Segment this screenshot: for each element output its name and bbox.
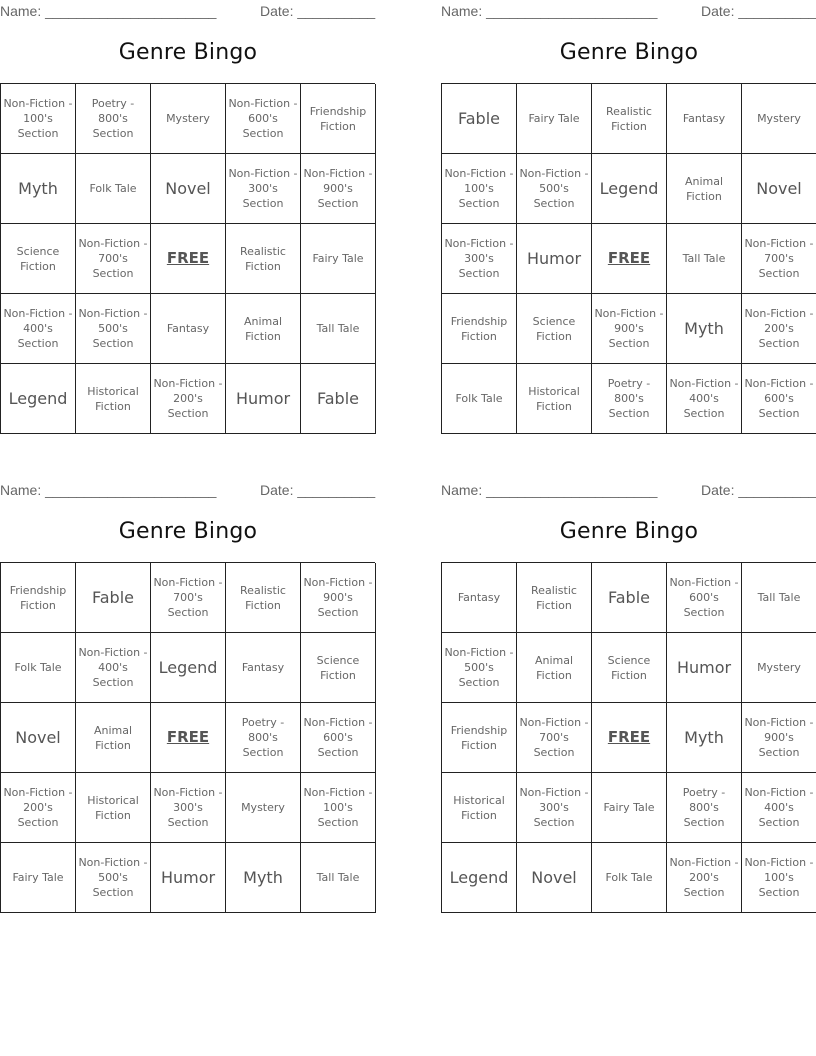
card-title: Genre Bingo	[118, 40, 258, 65]
bingo-cell[interactable]: Fairy Tale	[1, 843, 76, 913]
bingo-cell[interactable]: Non-Fiction - 700's Section	[742, 224, 816, 294]
bingo-cell[interactable]: Mystery	[151, 84, 226, 154]
bingo-cell[interactable]: Novel	[1, 703, 76, 773]
bingo-cell[interactable]: Fairy Tale	[592, 773, 667, 843]
bingo-cell[interactable]: Non-Fiction - 300's Section	[226, 154, 301, 224]
bingo-cell[interactable]: Animal Fiction	[226, 294, 301, 364]
bingo-cell[interactable]: Non-Fiction - 300's Section	[151, 773, 226, 843]
bingo-cell[interactable]: Non-Fiction - 400's Section	[742, 773, 816, 843]
bingo-cell[interactable]: Science Fiction	[517, 294, 592, 364]
bingo-cell[interactable]: Legend	[592, 154, 667, 224]
date-field[interactable]: Date: __________	[701, 3, 816, 19]
bingo-cell[interactable]: Non-Fiction - 400's Section	[667, 364, 742, 434]
bingo-cell[interactable]: Non-Fiction - 700's Section	[517, 703, 592, 773]
bingo-cell[interactable]: Non-Fiction - 900's Section	[301, 154, 376, 224]
bingo-cell[interactable]: Myth	[226, 843, 301, 913]
bingo-cell[interactable]: Non-Fiction - 200's Section	[151, 364, 226, 434]
bingo-cell[interactable]: Novel	[742, 154, 816, 224]
free-space-cell[interactable]: FREE	[592, 703, 667, 773]
bingo-cell[interactable]: Non-Fiction - 500's Section	[76, 843, 151, 913]
bingo-cell[interactable]: Historical Fiction	[76, 364, 151, 434]
bingo-grid	[0, 83, 375, 434]
free-space-cell[interactable]: FREE	[151, 703, 226, 773]
bingo-cell[interactable]: Historical Fiction	[76, 773, 151, 843]
bingo-cell[interactable]: Mystery	[742, 633, 816, 703]
bingo-card-2	[441, 0, 816, 440]
bingo-cell[interactable]: Non-Fiction - 900's Section	[592, 294, 667, 364]
bingo-grid	[441, 83, 816, 434]
free-space-cell[interactable]: FREE	[592, 224, 667, 294]
bingo-cell[interactable]: Fairy Tale	[301, 224, 376, 294]
bingo-cell[interactable]: Friendship Fiction	[442, 703, 517, 773]
card-title: Genre Bingo	[559, 40, 699, 65]
bingo-cell[interactable]: Historical Fiction	[442, 773, 517, 843]
bingo-cell[interactable]: Non-Fiction - 100's Section	[301, 773, 376, 843]
bingo-cell[interactable]: Tall Tale	[301, 294, 376, 364]
bingo-cell[interactable]: Myth	[667, 703, 742, 773]
bingo-cell[interactable]: Humor	[517, 224, 592, 294]
bingo-cell[interactable]: Mystery	[742, 84, 816, 154]
bingo-card-3	[0, 479, 376, 919]
bingo-cell[interactable]: Non-Fiction - 600's Section	[742, 364, 816, 434]
bingo-card-1	[0, 0, 376, 440]
bingo-cell[interactable]: Realistic Fiction	[226, 563, 301, 633]
bingo-cell[interactable]: Novel	[151, 154, 226, 224]
bingo-cell[interactable]: Non-Fiction - 200's Section	[1, 773, 76, 843]
bingo-cell[interactable]: Humor	[226, 364, 301, 434]
bingo-cell[interactable]: Tall Tale	[301, 843, 376, 913]
bingo-cell[interactable]: Realistic Fiction	[226, 224, 301, 294]
bingo-cell[interactable]: Folk Tale	[442, 364, 517, 434]
date-field[interactable]: Date: __________	[260, 482, 376, 498]
bingo-cell[interactable]: Science Fiction	[592, 633, 667, 703]
name-field[interactable]: Name: ______________________	[0, 482, 217, 498]
bingo-cell[interactable]: Poetry - 800's Section	[592, 364, 667, 434]
bingo-cell[interactable]: Poetry - 800's Section	[667, 773, 742, 843]
bingo-cell[interactable]: Animal Fiction	[667, 154, 742, 224]
bingo-cell[interactable]: Non-Fiction - 600's Section	[226, 84, 301, 154]
bingo-cell[interactable]: Fantasy	[667, 84, 742, 154]
bingo-cell[interactable]: Non-Fiction - 500's Section	[442, 633, 517, 703]
bingo-cell[interactable]: Tall Tale	[742, 563, 816, 633]
bingo-cell[interactable]: Legend	[1, 364, 76, 434]
bingo-cell[interactable]: Fantasy	[442, 563, 517, 633]
bingo-cell[interactable]: Fable	[442, 84, 517, 154]
bingo-cell[interactable]: Fantasy	[226, 633, 301, 703]
bingo-cell[interactable]: Non-Fiction - 400's Section	[76, 633, 151, 703]
bingo-cell[interactable]: Fairy Tale	[517, 84, 592, 154]
bingo-cell[interactable]: Friendship Fiction	[1, 563, 76, 633]
bingo-cell[interactable]: Historical Fiction	[517, 364, 592, 434]
bingo-cell[interactable]: Poetry - 800's Section	[226, 703, 301, 773]
bingo-cell[interactable]: Novel	[517, 843, 592, 913]
bingo-cell[interactable]: Animal Fiction	[517, 633, 592, 703]
bingo-cell[interactable]: Legend	[151, 633, 226, 703]
bingo-cell[interactable]: Non-Fiction - 100's Section	[1, 84, 76, 154]
bingo-cell[interactable]: Non-Fiction - 500's Section	[76, 294, 151, 364]
bingo-cell[interactable]: Humor	[667, 633, 742, 703]
bingo-cell[interactable]: Friendship Fiction	[301, 84, 376, 154]
bingo-cell[interactable]: Non-Fiction - 300's Section	[442, 224, 517, 294]
bingo-cell[interactable]: Fantasy	[151, 294, 226, 364]
bingo-cell[interactable]: Folk Tale	[592, 843, 667, 913]
free-space-cell[interactable]: FREE	[151, 224, 226, 294]
bingo-cell[interactable]: Poetry - 800's Section	[76, 84, 151, 154]
bingo-cell[interactable]: Realistic Fiction	[592, 84, 667, 154]
date-field[interactable]: Date: __________	[260, 3, 376, 19]
bingo-cell[interactable]: Non-Fiction - 700's Section	[76, 224, 151, 294]
card-title: Genre Bingo	[559, 519, 699, 544]
bingo-grid	[441, 562, 816, 913]
bingo-cell[interactable]: Non-Fiction - 300's Section	[517, 773, 592, 843]
bingo-cell[interactable]: Mystery	[226, 773, 301, 843]
bingo-cell[interactable]: Myth	[1, 154, 76, 224]
bingo-grid	[0, 562, 375, 913]
bingo-cell[interactable]: Science Fiction	[1, 224, 76, 294]
bingo-cell[interactable]: Science Fiction	[301, 633, 376, 703]
bingo-cell[interactable]: Realistic Fiction	[517, 563, 592, 633]
bingo-cell[interactable]: Non-Fiction - 600's Section	[667, 563, 742, 633]
bingo-cell[interactable]: Folk Tale	[76, 154, 151, 224]
bingo-cell[interactable]: Folk Tale	[1, 633, 76, 703]
bingo-cell[interactable]: Fable	[76, 563, 151, 633]
name-field[interactable]: Name: ______________________	[441, 482, 658, 498]
date-field[interactable]: Date: __________	[701, 482, 816, 498]
bingo-cell[interactable]: Non-Fiction - 100's Section	[742, 843, 816, 913]
bingo-cell[interactable]: Non-Fiction - 600's Section	[301, 703, 376, 773]
bingo-cell[interactable]: Legend	[442, 843, 517, 913]
bingo-card-4	[441, 479, 816, 919]
bingo-cell[interactable]: Non-Fiction - 900's Section	[742, 703, 816, 773]
bingo-cell[interactable]: Fable	[592, 563, 667, 633]
bingo-cell[interactable]: Non-Fiction - 400's Section	[1, 294, 76, 364]
bingo-cell[interactable]: Tall Tale	[667, 224, 742, 294]
bingo-cell[interactable]: Myth	[667, 294, 742, 364]
bingo-cell[interactable]: Humor	[151, 843, 226, 913]
bingo-cell[interactable]: Fable	[301, 364, 376, 434]
name-field[interactable]: Name: ______________________	[0, 3, 217, 19]
bingo-cell[interactable]: Non-Fiction - 700's Section	[151, 563, 226, 633]
bingo-cell[interactable]: Non-Fiction - 500's Section	[517, 154, 592, 224]
bingo-cell[interactable]: Animal Fiction	[76, 703, 151, 773]
card-title: Genre Bingo	[118, 519, 258, 544]
bingo-cell[interactable]: Non-Fiction - 100's Section	[442, 154, 517, 224]
bingo-cell[interactable]: Friendship Fiction	[442, 294, 517, 364]
bingo-cell[interactable]: Non-Fiction - 900's Section	[301, 563, 376, 633]
bingo-cell[interactable]: Non-Fiction - 200's Section	[667, 843, 742, 913]
name-field[interactable]: Name: ______________________	[441, 3, 658, 19]
bingo-cell[interactable]: Non-Fiction - 200's Section	[742, 294, 816, 364]
